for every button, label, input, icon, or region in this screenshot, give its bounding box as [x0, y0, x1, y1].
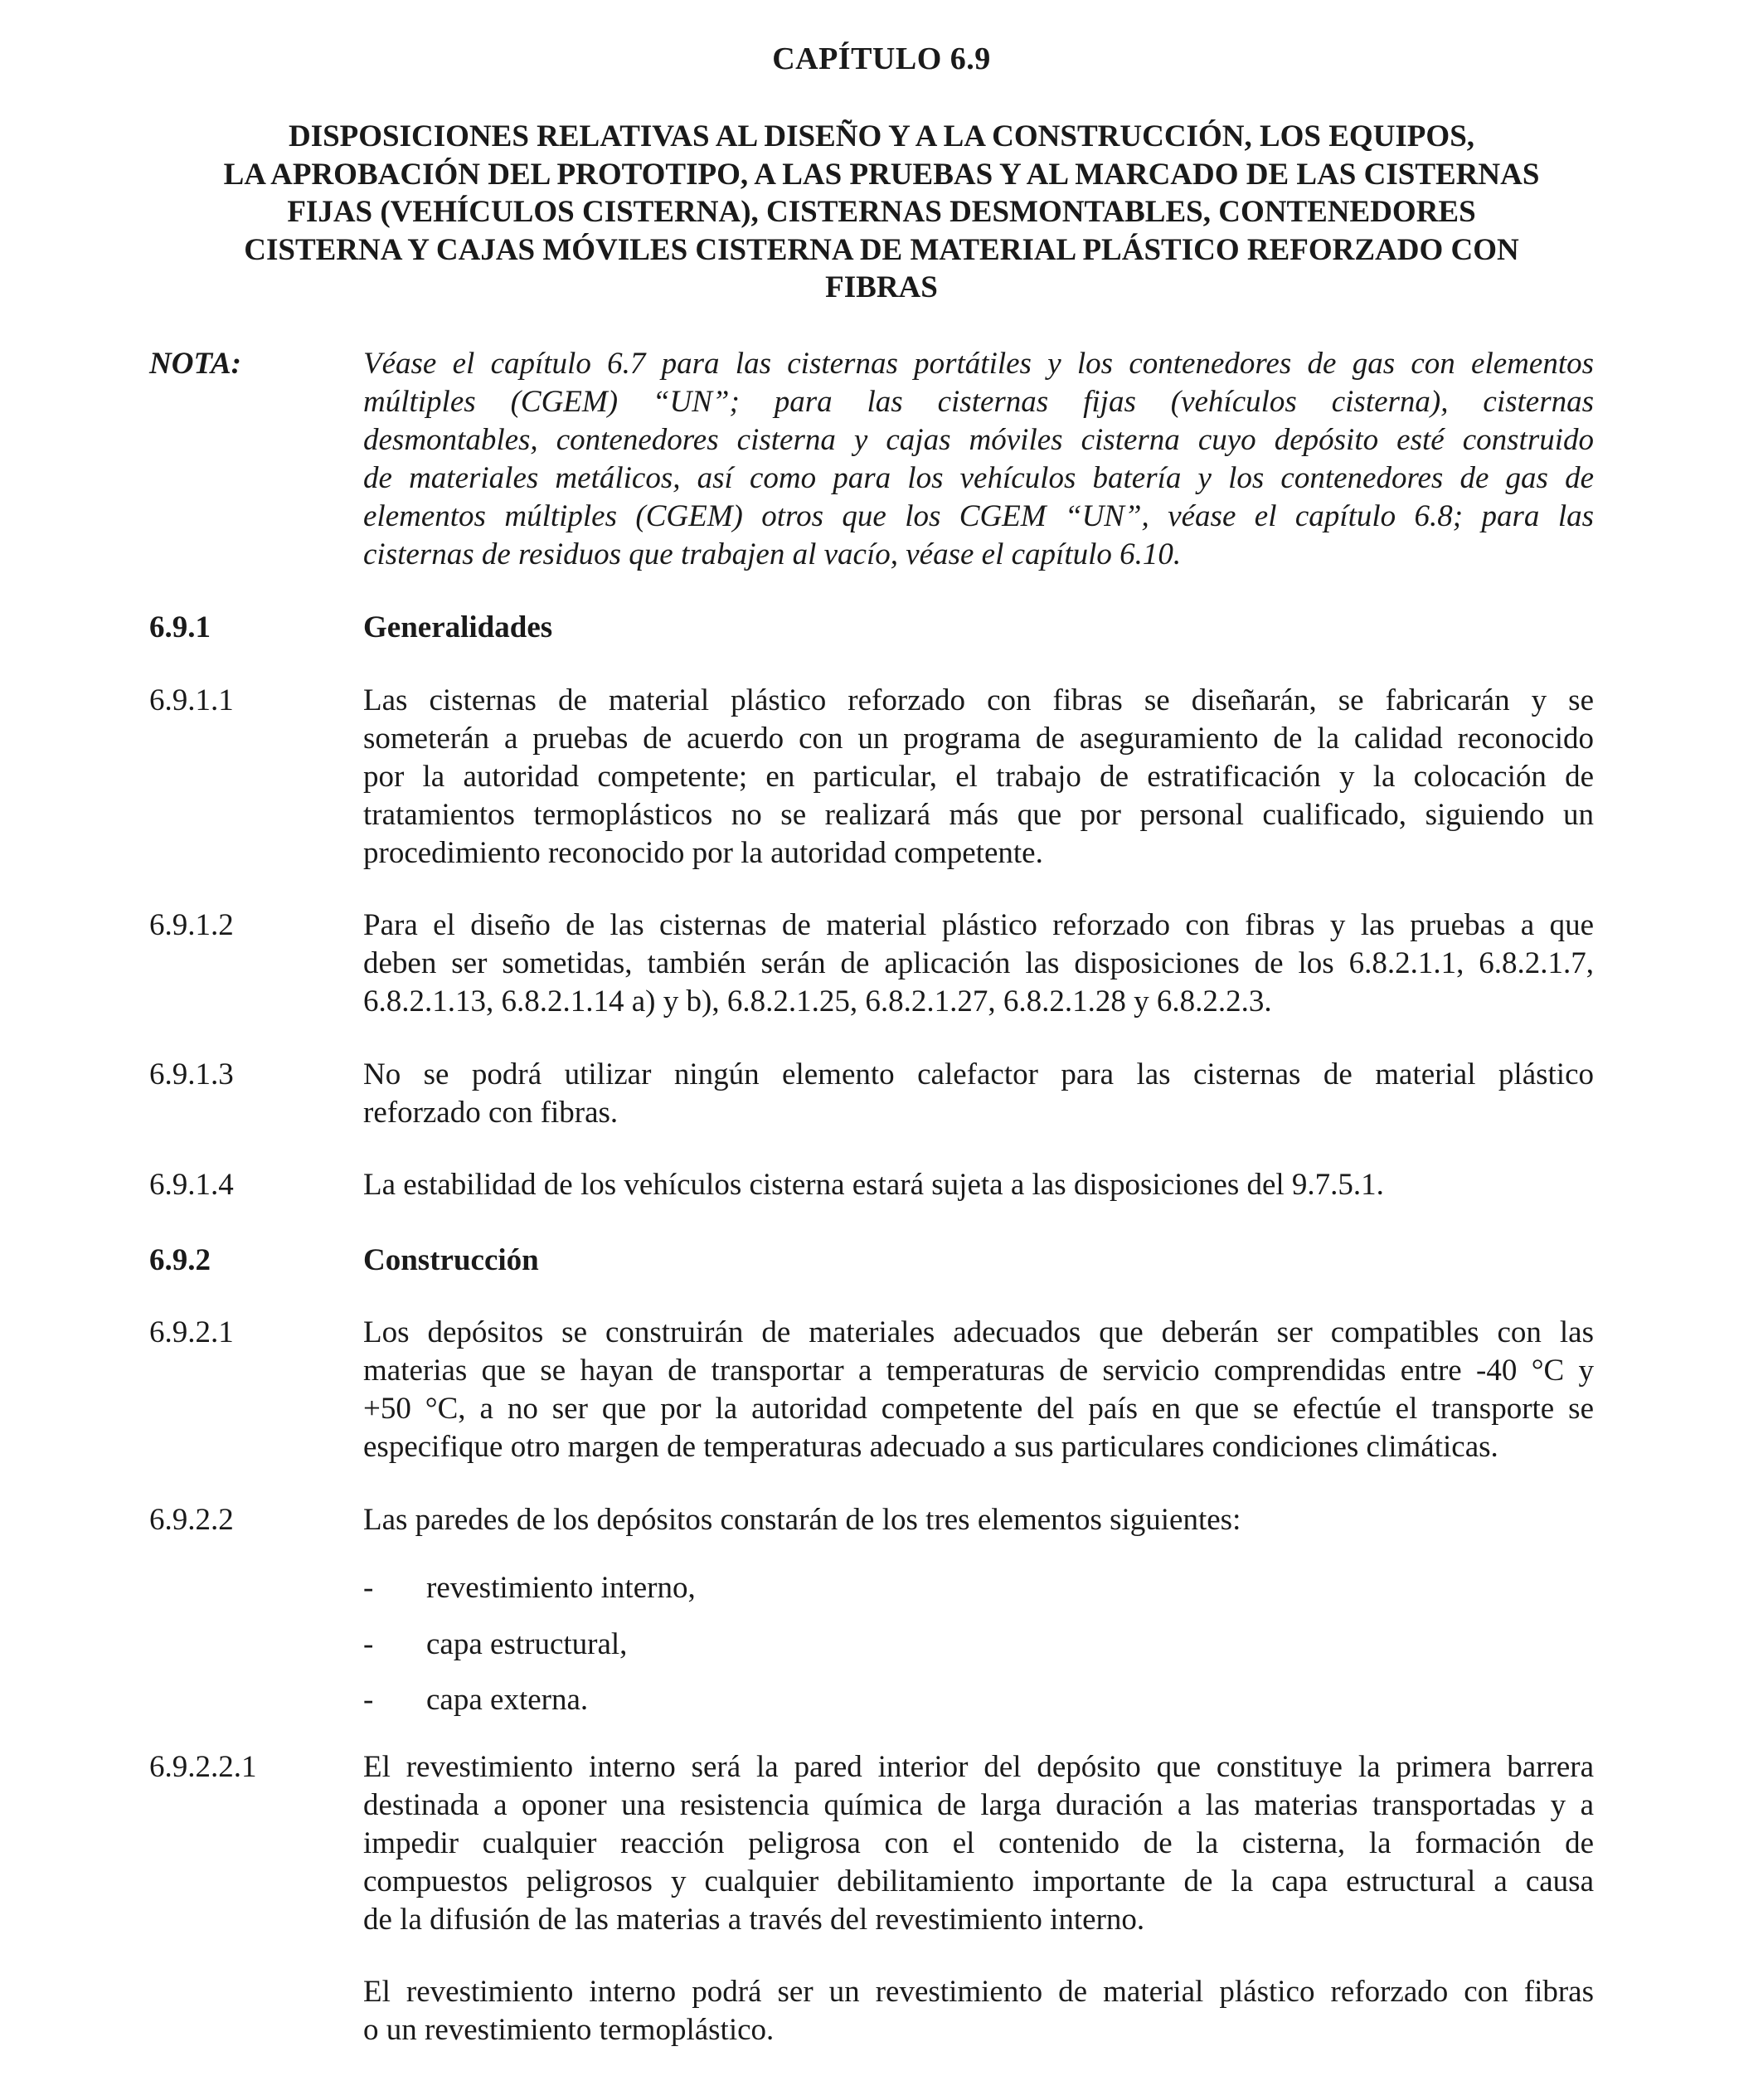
list-item: capa estructural,	[426, 1627, 628, 1661]
paragraph-line: impedir cualquier reacción peligrosa con el contenido de la cisterna, la formación de	[363, 1826, 1594, 1860]
note-text	[363, 345, 1594, 574]
bullet-dash: -	[363, 1683, 374, 1717]
chapter-title-line: FIBRAS	[825, 270, 938, 304]
chapter-title-line: DISPOSICIONES RELATIVAS AL DISEÑO Y A LA CONSTRUCCIÓN, LOS EQUIPOS,	[288, 119, 1475, 153]
paragraph-line: Las cisternas de material plástico reforzado con fibras se diseñarán, se fabricarán y se	[363, 683, 1594, 717]
paragraph-number: 6.9.1.1	[149, 683, 234, 717]
bullet-dash: -	[363, 1627, 374, 1661]
note-line: múltiples (CGEM) “UN”; para las cisternas fijas (vehículos cisterna), cisternas	[363, 385, 1594, 419]
paragraph-6914	[363, 1166, 1594, 1204]
chapter-title-line: CISTERNA Y CAJAS MÓVILES CISTERNA DE MATERIAL PLÁSTICO REFORZADO CON	[244, 232, 1519, 267]
section-number: 6.9.1	[149, 610, 211, 644]
paragraph-line: especifique otro margen de temperaturas adecuado a sus particulares condiciones climáticas.	[363, 1430, 1498, 1464]
paragraph-line: No se podrá utilizar ningún elemento calefactor para las cisternas de material plástico	[363, 1057, 1594, 1091]
paragraph-line: Las paredes de los depósitos constarán de los tres elementos siguientes:	[363, 1503, 1241, 1537]
paragraph-line: La estabilidad de los vehículos cisterna estará sujeta a las disposiciones del 9.7.5.1.	[363, 1168, 1384, 1202]
paragraph-line: o un revestimiento termoplástico.	[363, 2013, 775, 2047]
note-line: Véase el capítulo 6.7 para las cisternas portátiles y los contenedores de gas con elementos	[363, 347, 1594, 381]
paragraph-line: El revestimiento interno será la pared interior del depósito que constituye la primera barrera	[363, 1750, 1594, 1784]
paragraph-line: destinada a oponer una resistencia química de larga duración a las materias transportadas y a	[363, 1788, 1594, 1822]
note-line: de materiales metálicos, así como para los vehículos batería y los contenedores de gas de	[363, 461, 1594, 495]
note-line: cisternas de residuos que trabajen al vacío, véase el capítulo 6.10.	[363, 537, 1182, 571]
paragraph-6911	[363, 682, 1594, 873]
paragraph-line: El revestimiento interno podrá ser un revestimiento de material plástico reforzado con fibras	[363, 1975, 1594, 2009]
paragraph-line: materias que se hayan de transportar a temperaturas de servicio comprendidas entre -40 °C y	[363, 1354, 1594, 1388]
bullet-dash: -	[363, 1571, 374, 1605]
section-number: 6.9.2	[149, 1243, 211, 1277]
paragraph-line: procedimiento reconocido por la autoridad competente.	[363, 836, 1043, 870]
section-heading-generalidades: Generalidades	[363, 610, 553, 644]
paragraph-line: deben ser sometidas, también serán de aplicación las disposiciones de los 6.8.2.1.1, 6.8.2.1.7,	[363, 946, 1594, 980]
paragraph-line: Los depósitos se construirán de materiales adecuados que deberán ser compatibles con las	[363, 1315, 1594, 1349]
paragraph-line: tratamientos termoplásticos no se realizará más que por personal cualificado, siguiendo un	[363, 798, 1594, 832]
note-line: elementos múltiples (CGEM) otros que los CGEM “UN”, véase el capítulo 6.8; para las	[363, 499, 1594, 533]
paragraph-line: Para el diseño de las cisternas de material plástico reforzado con fibras y las pruebas a que	[363, 908, 1594, 942]
paragraph-number: 6.9.2.1	[149, 1315, 234, 1349]
paragraph-line: por la autoridad competente; en particular, el trabajo de estratificación y la colocación de	[363, 760, 1594, 794]
note-label: NOTA:	[149, 347, 241, 381]
paragraph-number: 6.9.2.2.1	[149, 1750, 257, 1784]
chapter-title-line: FIJAS (VEHÍCULOS CISTERNA), CISTERNAS DESMONTABLES, CONTENEDORES	[287, 195, 1476, 229]
paragraph-6912	[363, 907, 1594, 1021]
paragraph-line: 6.8.2.1.13, 6.8.2.1.14 a) y b), 6.8.2.1.25, 6.8.2.1.27, 6.8.2.1.28 y 6.8.2.2.3.	[363, 984, 1272, 1018]
note-line: desmontables, contenedores cisterna y cajas móviles cisterna cuyo depósito esté construido	[363, 423, 1594, 457]
paragraph-line: reforzado con fibras.	[363, 1096, 619, 1130]
paragraph-6921	[363, 1314, 1594, 1466]
paragraph-line: compuestos peligrosos y cualquier debilitamiento importante de la capa estructural a causa	[363, 1864, 1594, 1898]
chapter-heading: CAPÍTULO 6.9	[772, 41, 991, 76]
paragraph-line: de la difusión de las materias a través del revestimiento interno.	[363, 1903, 1145, 1937]
paragraph-6922	[363, 1501, 1594, 1539]
paragraph-69221-first	[363, 1748, 1594, 1939]
paragraph-line: +50 °C, a no ser que por la autoridad competente del país en que se efectúe el transporte se	[363, 1392, 1594, 1426]
list-item: capa externa.	[426, 1683, 589, 1717]
paragraph-number: 6.9.2.2	[149, 1503, 234, 1537]
chapter-title-line: LA APROBACIÓN DEL PROTOTIPO, A LAS PRUEBAS Y AL MARCADO DE LAS CISTERNAS	[223, 157, 1540, 192]
chapter-title	[133, 118, 1630, 307]
section-heading-construccion: Construcción	[363, 1243, 539, 1277]
paragraph-69221-second	[363, 1973, 1594, 2049]
paragraph-number: 6.9.1.3	[149, 1057, 234, 1091]
paragraph-number: 6.9.1.4	[149, 1168, 234, 1202]
list-item: revestimiento interno,	[426, 1571, 696, 1605]
paragraph-6913	[363, 1056, 1594, 1132]
paragraph-line: someterán a pruebas de acuerdo con un programa de aseguramiento de la calidad reconocido	[363, 722, 1594, 756]
paragraph-number: 6.9.1.2	[149, 908, 234, 942]
